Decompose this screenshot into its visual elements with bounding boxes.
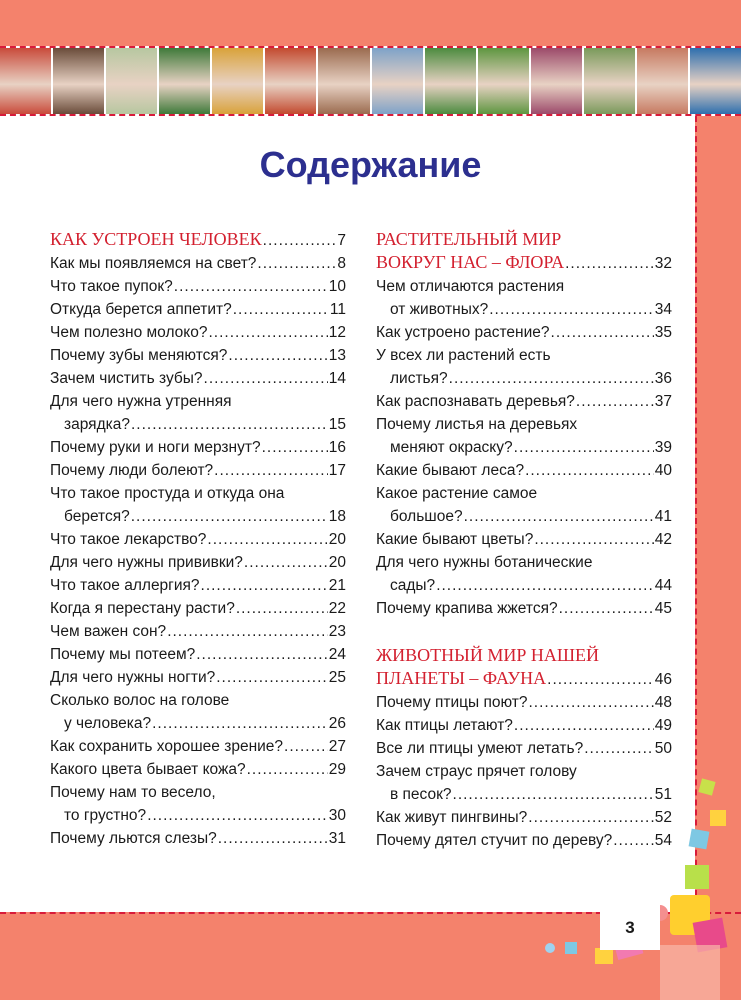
photo-thumbnail	[637, 48, 688, 114]
toc-page-number: 49	[654, 717, 672, 734]
dot-leader	[514, 714, 654, 737]
dot-leader	[131, 413, 328, 436]
dot-leader	[196, 643, 328, 666]
toc-entry-title: Что такое пупок?	[50, 278, 173, 295]
toc-page-number: 36	[654, 370, 672, 387]
toc-page-number: 50	[654, 740, 672, 757]
toc-entry-title: Чем полезно молоко?	[50, 324, 208, 341]
toc-entry[interactable]	[376, 829, 672, 852]
dot-leader	[263, 229, 337, 252]
dot-leader	[257, 252, 336, 275]
photo-thumbnail	[265, 48, 316, 114]
dot-leader	[551, 321, 654, 344]
toc-page-number: 20	[328, 531, 346, 548]
photo-thumbnail	[159, 48, 210, 114]
toc-entry-title: Зачем чистить зубы?	[50, 370, 203, 387]
toc-entry[interactable]	[50, 735, 346, 758]
toc-page-number: 35	[654, 324, 672, 341]
photo-thumbnail	[478, 48, 529, 114]
top-band	[0, 0, 741, 46]
dot-leader	[167, 620, 328, 643]
toc-page-number: 32	[654, 255, 672, 272]
toc-entry-title: Откуда берется аппетит?	[50, 301, 232, 318]
dot-leader	[262, 436, 328, 459]
toc-entry[interactable]	[50, 321, 346, 344]
toc-entry-multiline	[50, 482, 346, 528]
toc-entry-title: в песок?	[390, 786, 452, 803]
toc-entry[interactable]	[50, 298, 346, 321]
toc-entry-title: Для чего нужны ботанические	[376, 554, 593, 571]
dot-leader	[207, 528, 327, 551]
dot-leader	[218, 827, 328, 850]
toc-entry[interactable]	[376, 714, 672, 737]
toc-entry[interactable]	[50, 620, 346, 643]
dot-leader	[208, 321, 327, 344]
toc-page-number: 30	[328, 807, 346, 824]
toc-entry-title: Почему руки и ноги мерзнут?	[50, 439, 261, 456]
photo-thumbnail	[584, 48, 635, 114]
toc-entry[interactable]	[50, 597, 346, 620]
toc-page-number: 37	[654, 393, 672, 410]
dot-leader	[565, 252, 654, 275]
toc-entry-title: зарядка?	[64, 416, 130, 433]
toc-entry-title: Как сохранить хорошее зрение?	[50, 738, 284, 755]
toc-entry-title: Как мы появляемся на свет?	[50, 255, 257, 272]
photo-thumbnail	[318, 48, 369, 114]
toc-entry-title: листья?	[390, 370, 448, 387]
toc-entry-multiline	[376, 413, 672, 459]
toc-page-number: 40	[654, 462, 672, 479]
toc-entry-title: то грустно?	[64, 807, 147, 824]
toc-entry-title: Что такое простуда и откуда она	[50, 485, 285, 502]
toc-entry[interactable]	[50, 712, 346, 735]
dot-leader	[547, 668, 654, 691]
toc-entry-title: Почему крапива жжется?	[376, 600, 558, 617]
toc-entry-title: У всех ли растений есть	[376, 347, 551, 364]
dot-leader	[534, 528, 653, 551]
photo-thumbnail	[212, 48, 263, 114]
dot-leader	[204, 367, 328, 390]
toc-entry-title: Какие бывают леса?	[376, 462, 525, 479]
toc-entry[interactable]	[50, 367, 346, 390]
toc-entry[interactable]	[376, 321, 672, 344]
toc-entry-title: Почему люди болеют?	[50, 462, 214, 479]
toc-page-number: 10	[328, 278, 346, 295]
section-title: КАК УСТРОЕН ЧЕЛОВЕК	[50, 229, 262, 249]
toc-page-number: 54	[654, 832, 672, 849]
toc-page-number: 24	[328, 646, 346, 663]
toc-entry[interactable]	[50, 666, 346, 689]
dot-leader	[449, 367, 654, 390]
dot-leader	[247, 758, 328, 781]
toc-column-left	[50, 228, 346, 850]
toc-page-number: 21	[328, 577, 346, 594]
toc-entry-title: Чем важен сон?	[50, 623, 167, 640]
toc-page-number: 22	[328, 600, 346, 617]
toc-entry-title: Почему мы потеем?	[50, 646, 196, 663]
toc-page-number: 17	[328, 462, 346, 479]
dot-leader	[214, 459, 328, 482]
photo-thumbnail	[53, 48, 104, 114]
section-title: РАСТИТЕЛЬНЫЙ МИР	[376, 229, 562, 249]
toc-entry-title: Зачем страус прячет голову	[376, 763, 577, 780]
toc-entry-title: Как живут пингвины?	[376, 809, 528, 826]
toc-entry[interactable]	[50, 804, 346, 827]
toc-entry[interactable]	[50, 459, 346, 482]
toc-page-number: 8	[337, 255, 346, 272]
toc-page-number: 25	[328, 669, 346, 686]
toc-entry-title: Почему птицы поют?	[376, 694, 528, 711]
toc-page-number: 16	[328, 439, 346, 456]
toc-entry-title: Какое растение самое	[376, 485, 538, 502]
section-title: ВОКРУГ НАС – ФЛОРА	[376, 252, 565, 272]
toc-entry-title: Сколько волос на голове	[50, 692, 230, 709]
toc-entry-title: Чем отличаются растения	[376, 278, 565, 295]
dot-leader	[284, 735, 328, 758]
dot-leader	[228, 344, 327, 367]
toc-entry-multiline	[376, 760, 672, 806]
dot-leader	[514, 436, 654, 459]
toc-section-heading	[376, 644, 672, 691]
toc-entry[interactable]	[50, 574, 346, 597]
toc-page-number: 18	[328, 508, 346, 525]
toc-entry-title: Для чего нужны ногти?	[50, 669, 216, 686]
toc-entry-title: меняют окраску?	[390, 439, 513, 456]
dot-leader	[201, 574, 328, 597]
photo-thumbnail	[0, 48, 51, 114]
toc-page-number: 42	[654, 531, 672, 548]
dot-leader	[528, 806, 653, 829]
toc-entry[interactable]	[376, 436, 672, 459]
toc-page-number: 51	[654, 786, 672, 803]
dot-leader	[584, 737, 654, 760]
toc-entry[interactable]	[50, 436, 346, 459]
toc-entry-title: от животных?	[390, 301, 489, 318]
toc-page-number: 26	[328, 715, 346, 732]
toc-entry[interactable]	[376, 691, 672, 714]
toc-page-number: 39	[654, 439, 672, 456]
dot-leader	[525, 459, 654, 482]
toc-entry[interactable]	[376, 505, 672, 528]
photo-thumbnail	[425, 48, 476, 114]
toc-entry[interactable]	[376, 459, 672, 482]
dot-leader	[529, 691, 654, 714]
toc-entry-title: сады?	[390, 577, 436, 594]
toc-entry-title: Что такое аллергия?	[50, 577, 200, 594]
dot-leader	[233, 298, 329, 321]
toc-page-number: 34	[654, 301, 672, 318]
toc-entry[interactable]	[376, 367, 672, 390]
toc-page-number: 48	[654, 694, 672, 711]
toc-page-number: 44	[654, 577, 672, 594]
photo-thumbnail	[372, 48, 423, 114]
toc-entry-title: Почему зубы меняются?	[50, 347, 228, 364]
toc-entry[interactable]	[50, 551, 346, 574]
toc-page-number: 31	[328, 830, 346, 847]
toc-page-number: 29	[328, 761, 346, 778]
toc-entry-title: Какого цвета бывает кожа?	[50, 761, 246, 778]
photo-strip	[0, 46, 741, 116]
toc-entry-title: Что такое лекарство?	[50, 531, 207, 548]
toc-entry[interactable]	[376, 390, 672, 413]
toc-page-number: 7	[337, 232, 346, 249]
toc-entry-title: Почему нам то весело,	[50, 784, 216, 801]
toc-page-number: 27	[328, 738, 346, 755]
toc-page-number: 14	[328, 370, 346, 387]
photo-thumbnail	[531, 48, 582, 114]
section-gap	[376, 620, 672, 644]
toc-entry-multiline	[376, 275, 672, 321]
toc-entry[interactable]	[376, 667, 672, 691]
toc-entry[interactable]	[50, 275, 346, 298]
dot-leader	[576, 390, 654, 413]
toc-page-number: 15	[328, 416, 346, 433]
section-title: ПЛАНЕТЫ – ФАУНА	[376, 668, 547, 688]
toc-entry-multiline	[376, 344, 672, 390]
toc-entry-multiline	[50, 390, 346, 436]
toc-entry-multiline	[50, 689, 346, 735]
page-number: 3	[600, 905, 660, 950]
toc-entry[interactable]	[50, 528, 346, 551]
toc-page-number: 13	[328, 347, 346, 364]
toc-entry-title: Как устроено растение?	[376, 324, 550, 341]
dot-leader	[453, 783, 654, 806]
toc-entry-title: Все ли птицы умеют летать?	[376, 740, 584, 757]
toc-entry[interactable]	[50, 228, 346, 252]
toc-section-heading	[376, 228, 672, 275]
toc-entry[interactable]	[376, 737, 672, 760]
toc-page-number: 41	[654, 508, 672, 525]
toc-entry-title: Почему листья на деревьях	[376, 416, 578, 433]
dot-leader	[559, 597, 654, 620]
toc-entry-title: Почему льются слезы?	[50, 830, 217, 847]
toc-page-number: 45	[654, 600, 672, 617]
dot-leader	[174, 275, 328, 298]
dot-leader	[489, 298, 654, 321]
dot-leader	[216, 666, 328, 689]
toc-page-number: 23	[328, 623, 346, 640]
toc-entry[interactable]	[50, 643, 346, 666]
dot-leader	[147, 804, 328, 827]
toc-entry-title: большое?	[390, 508, 463, 525]
dot-leader	[152, 712, 328, 735]
toc-page-number: 52	[654, 809, 672, 826]
toc-page-number: 20	[328, 554, 346, 571]
toc-entry-title: Какие бывают цветы?	[376, 531, 534, 548]
toc-entry[interactable]	[376, 574, 672, 597]
toc-entry-title: Для чего нужна утренняя	[50, 393, 232, 410]
toc-entry[interactable]	[50, 827, 346, 850]
toc-column-right	[376, 228, 672, 852]
toc-entry-title: берется?	[64, 508, 130, 525]
toc-entry-title: Почему дятел стучит по дереву?	[376, 832, 613, 849]
toc-entry-multiline	[376, 551, 672, 597]
toc-entry[interactable]	[50, 413, 346, 436]
toc-entry[interactable]	[50, 505, 346, 528]
dot-leader	[131, 505, 328, 528]
toc-entry[interactable]	[376, 806, 672, 829]
dot-leader	[244, 551, 328, 574]
toc-entry-title: Для чего нужны прививки?	[50, 554, 243, 571]
toc-entry[interactable]	[50, 758, 346, 781]
toc-entry[interactable]	[376, 298, 672, 321]
toc-entry-title: Как птицы летают?	[376, 717, 513, 734]
toc-page-number: 12	[328, 324, 346, 341]
toc-entry-title: у человека?	[64, 715, 152, 732]
toc-entry-multiline	[50, 781, 346, 827]
dot-leader	[436, 574, 654, 597]
toc-page-number: 46	[654, 671, 672, 688]
photo-thumbnail	[690, 48, 741, 114]
page-title: Содержание	[259, 144, 482, 185]
toc-entry-title: Как распознавать деревья?	[376, 393, 575, 410]
toc-entry[interactable]	[50, 344, 346, 367]
toc-entry[interactable]	[376, 597, 672, 620]
toc-entry[interactable]	[376, 528, 672, 551]
toc-entry-multiline	[376, 482, 672, 528]
dot-leader	[464, 505, 654, 528]
toc-entry-title: Когда я перестану расти?	[50, 600, 235, 617]
dot-leader	[613, 829, 654, 852]
toc-entry[interactable]	[50, 252, 346, 275]
section-title: ЖИВОТНЫЙ МИР НАШЕЙ	[376, 645, 599, 665]
photo-thumbnail	[106, 48, 157, 114]
toc-page-number: 11	[329, 301, 346, 318]
toc-entry[interactable]	[376, 251, 672, 275]
dot-leader	[236, 597, 328, 620]
toc-entry[interactable]	[376, 783, 672, 806]
